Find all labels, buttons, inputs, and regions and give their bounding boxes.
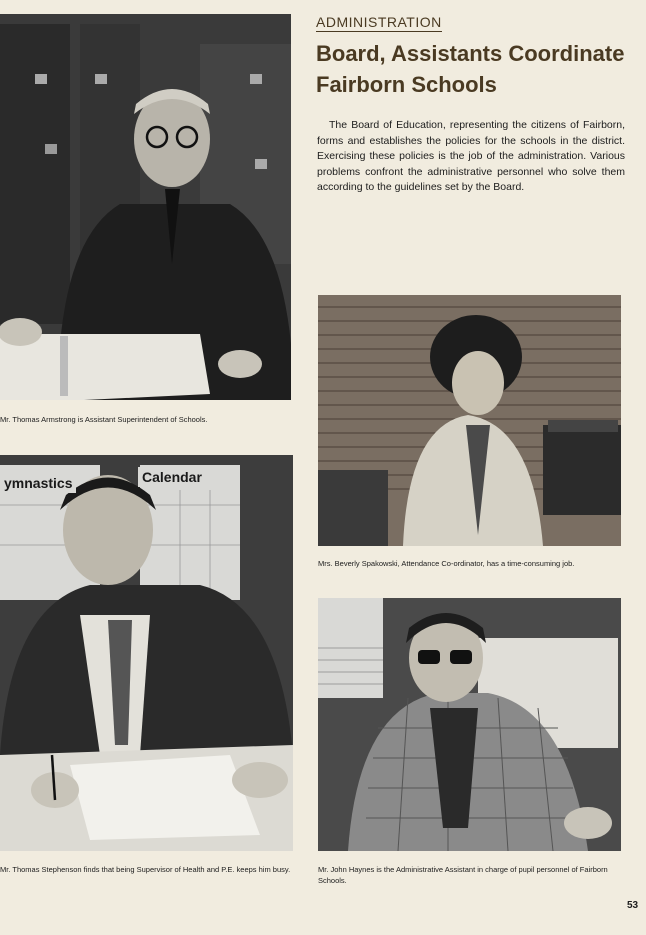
caption-stephenson: Mr. Thomas Stephenson finds that being Supervisor of Health and P.E. keeps him busy. xyxy=(0,865,291,874)
photo-armstrong xyxy=(0,14,291,400)
caption-spakowski: Mrs. Beverly Spakowski, Attendance Co-ordinator, has a time-consuming job. xyxy=(318,559,575,568)
headline-line-2: Fairborn Schools xyxy=(316,72,497,97)
wall-sign-gymnastics: ymnastics xyxy=(0,473,76,493)
caption-armstrong: Mr. Thomas Armstrong is Assistant Superintendent of Schools. xyxy=(0,415,208,424)
photo-haynes xyxy=(318,598,621,851)
wall-sign-calendar: Calendar xyxy=(138,467,206,487)
caption-haynes: Mr. John Haynes is the Administrative Assistant in charge of pupil personnel of Fairborn Schools. xyxy=(318,865,608,885)
photo-stephenson xyxy=(0,455,293,851)
photo-spakowski xyxy=(318,295,621,546)
page-number: 53 xyxy=(627,900,639,911)
headline-line-1: Board, Assistants Coordinate xyxy=(316,41,625,66)
section-label: ADMINISTRATION xyxy=(316,14,442,30)
headline xyxy=(316,38,644,100)
intro-paragraph: The Board of Education, representing the citizens of Fairborn, forms and establishes the policies for the schools in the district. Exercising these policies is the job of the administration. Various problems confront the administrative personnel who solve them according to the guidelines set by the Board. xyxy=(317,119,625,193)
